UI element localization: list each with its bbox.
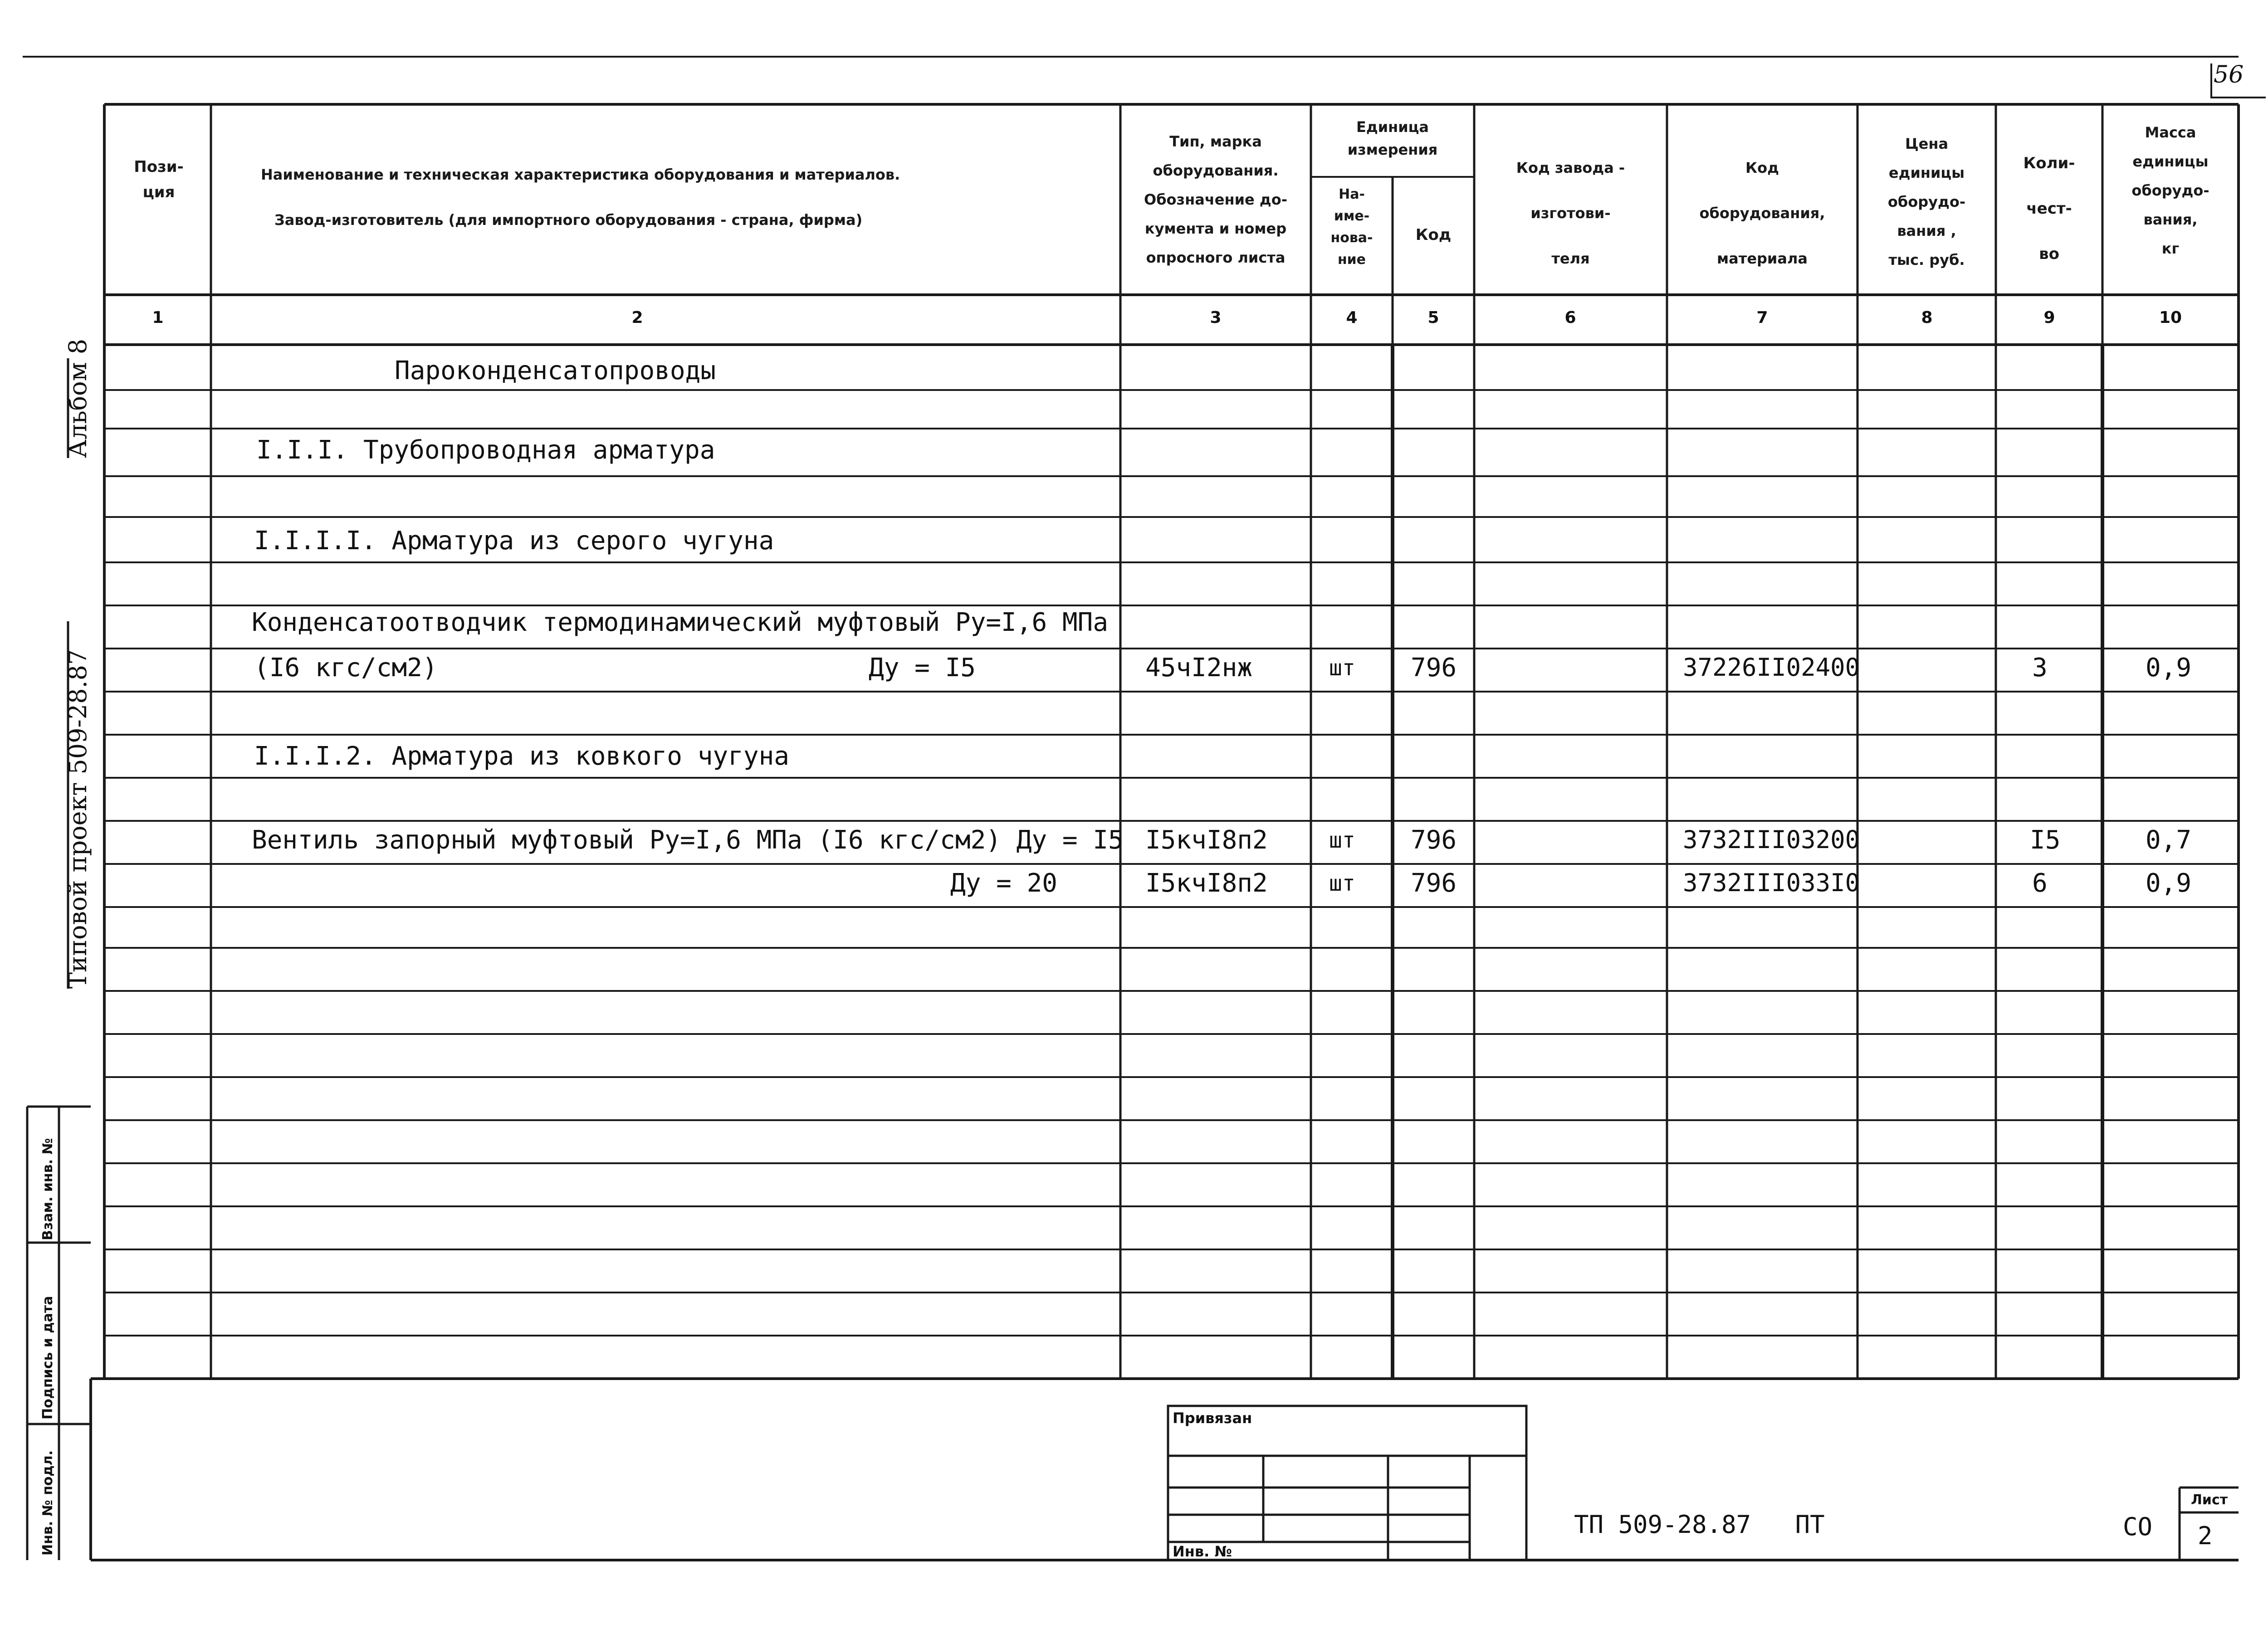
sheet-corner-number: 56 — [2214, 61, 2244, 88]
column-number: 4 — [1346, 308, 1358, 327]
item-type: I5кчI8п2 — [1145, 825, 1268, 855]
header-unit-code: Код — [1415, 226, 1452, 244]
column-number: 3 — [1210, 308, 1222, 327]
document-code: СО — [2123, 1512, 2153, 1541]
header-unit-group: Единица измерения — [1347, 118, 1438, 158]
header-price: Цена единицы оборудо- вания , тыс. руб. — [1887, 135, 1966, 268]
item-unit-code: 796 — [1411, 653, 1457, 683]
section-heading: I.I.I. Трубопроводная арматура — [256, 435, 715, 465]
item-equipment-code: 37226II02400 — [1683, 653, 1860, 682]
original-inv-label: Инв. № подл. — [40, 1450, 56, 1556]
header-name: Наименование и техническая характеристика оборудования и материалов. Завод-изготовитель (для импортного оборудования - страна, фирма) — [261, 166, 900, 229]
item-type: 45чI2нж — [1145, 653, 1253, 683]
item-quantity: I5 — [2030, 825, 2061, 855]
item-name: Конденсатоотводчик термодинамический муфтовый Ру=I,6 МПа — [252, 608, 1109, 637]
sheet-label: Лист — [2191, 1492, 2228, 1508]
item-mass: 0,9 — [2146, 653, 2192, 683]
column-number: 5 — [1427, 308, 1439, 327]
column-number: 10 — [2159, 308, 2182, 327]
item-quantity: 3 — [2032, 653, 2048, 683]
item-unit-name: шт — [1329, 828, 1355, 853]
project-label: Типовой проект 509-28.87 — [64, 649, 92, 989]
album-label: Альбом 8 — [64, 338, 92, 458]
item-unit-name: шт — [1329, 871, 1355, 896]
item-unit-name: шт — [1329, 655, 1355, 681]
subsection-heading: I.I.I.2. Арматура из ковкого чугуна — [254, 741, 790, 771]
item-mass: 0,9 — [2146, 868, 2192, 898]
replace-inv-label: Взам. инв. № — [40, 1138, 56, 1240]
item-mass: 0,7 — [2146, 825, 2192, 855]
signature-date-label: Подпись и дата — [40, 1296, 56, 1419]
header-mass: Масса единицы оборудо- вания, кг — [2131, 124, 2209, 257]
binding-title: Привязан — [1173, 1410, 1252, 1427]
subsection-heading: I.I.I.I. Арматура из серого чугуна — [254, 526, 774, 556]
column-number: 8 — [1921, 308, 1933, 327]
header-unit-name: На- име- нова- ние — [1330, 186, 1373, 268]
section-title: Пароконденсатопроводы — [395, 356, 716, 385]
column-number: 2 — [631, 308, 643, 327]
header-factory-code: Код завода - изготови- теля — [1516, 159, 1625, 267]
item-unit-code: 796 — [1411, 868, 1457, 898]
sheet-number: 2 — [2198, 1522, 2213, 1550]
item-du: Ду = 20 — [950, 868, 1058, 898]
header-quantity: Коли- чест- во — [2023, 154, 2075, 263]
column-number: 7 — [1756, 308, 1768, 327]
binding-inv: Инв. № — [1173, 1543, 1232, 1560]
item-equipment-code: 3732III03200 — [1683, 825, 1860, 854]
item-equipment-code: 3732III033I0 — [1683, 868, 1860, 897]
item-name: (I6 кгс/см2) — [254, 653, 438, 683]
header-equipment-code: Код оборудования, материала — [1699, 159, 1825, 267]
item-quantity: 6 — [2032, 868, 2048, 898]
header-type: Тип, марка оборудования. Обозначение до- кумента и номер опросного листа — [1144, 133, 1287, 266]
column-number: 9 — [2043, 308, 2055, 327]
item-du: Ду = I5 — [869, 653, 976, 683]
document-designation: ТП 509-28.87 ПТ — [1574, 1510, 1825, 1539]
item-unit-code: 796 — [1411, 825, 1457, 855]
header-position: Пози- ция — [134, 158, 184, 201]
column-number: 1 — [152, 308, 164, 327]
item-type: I5кчI8п2 — [1145, 868, 1268, 898]
item-name: Вентиль запорный муфтовый Ру=I,6 МПа (I6 кгс/см2) Ду = I5 — [252, 825, 1124, 855]
column-number: 6 — [1564, 308, 1576, 327]
